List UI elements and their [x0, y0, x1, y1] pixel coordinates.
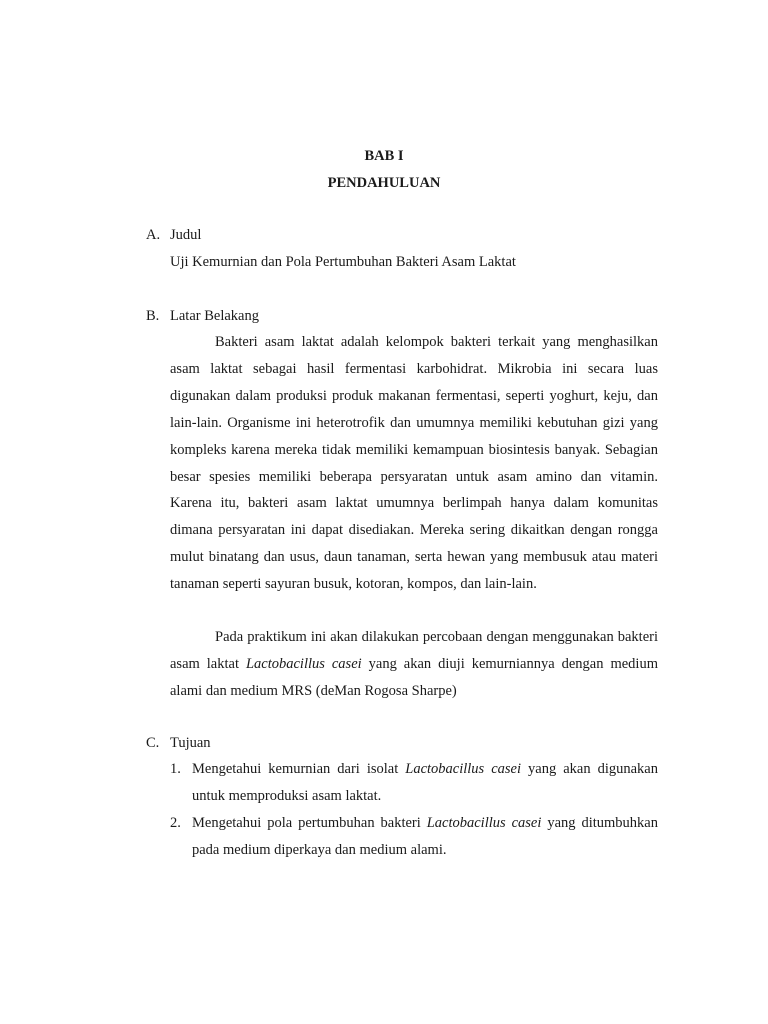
background-paragraph-2 [170, 624, 658, 705]
chapter-number: BAB I [364, 148, 404, 164]
section-c-title: Tujuan [170, 735, 211, 751]
goal-number: 1. [170, 761, 181, 777]
goal-species: Lactobacillus casei [426, 814, 542, 831]
section-c-letter: C. [146, 735, 160, 751]
section-a-content: Uji Kemurnian dan Pola Pertumbuhan Bakteri Asam Laktat [170, 254, 516, 270]
goal-text-before: Mengetahui pola pertumbuhan bakteri [192, 814, 427, 831]
section-b-letter: B. [146, 308, 160, 324]
goal-species: Lactobacillus casei [405, 761, 521, 777]
paragraph-2-text-before: Pada praktikum ini akan dilakukan percobaan dengan menggunakan bakteri asam laktat [170, 629, 658, 672]
section-a-letter: A. [146, 227, 161, 243]
goal-item [170, 810, 658, 864]
section-a-heading [146, 227, 201, 244]
goal-list [170, 756, 658, 864]
goal-number: 2. [170, 814, 181, 831]
goal-text-before: Mengetahui kemurnian dari isolat [192, 761, 406, 777]
section-c-heading [146, 735, 211, 752]
section-a-title: Judul [170, 227, 202, 243]
section-b-title: Latar Belakang [170, 308, 259, 324]
goal-item [170, 756, 658, 810]
paragraph-2-text-after: yang akan diuji kemurniannya dengan medium alami dan medium MRS (deMan Rogosa Sharpe) [170, 655, 658, 699]
chapter-title: PENDAHULUAN [327, 175, 441, 191]
paragraph-2-species: Lactobacillus casei [245, 655, 362, 672]
section-b-heading [146, 308, 259, 325]
goal-text-after: yang ditumbuhkan pada medium diperkaya dan medium alami. [192, 814, 658, 858]
goal-text-after: yang akan digunakan untuk memproduksi asam laktat. [192, 761, 658, 804]
background-paragraph-1: Bakteri asam laktat adalah kelompok bakteri terkait yang menghasilkan asam laktat sebagai hasil fermentasi karbohidrat. Mikrobia ini secara luas digunakan dalam produksi produk makanan fermentasi, seperti yoghurt, keju, dan lain-lain. Organisme ini heterotrofik dan umumnya memiliki kebutuhan gizi yang kompleks karena mereka tidak memiliki kemampuan biosintesis banyak. Sebagian besar spesies memiliki beberapa persyaratan untuk asam amino dan vitamin. Karena itu, bakteri asam laktat umumnya berlimpah hanya dalam komunitas dimana persyaratan ini dapat disediakan. Mereka sering dikaitkan dengan rongga mulut binatang dan usus, daun tanaman, serta hewan yang membusuk atau materi tanaman seperti sayuran busuk, kotoran, kompos, dan lain-lain. [170, 334, 658, 593]
